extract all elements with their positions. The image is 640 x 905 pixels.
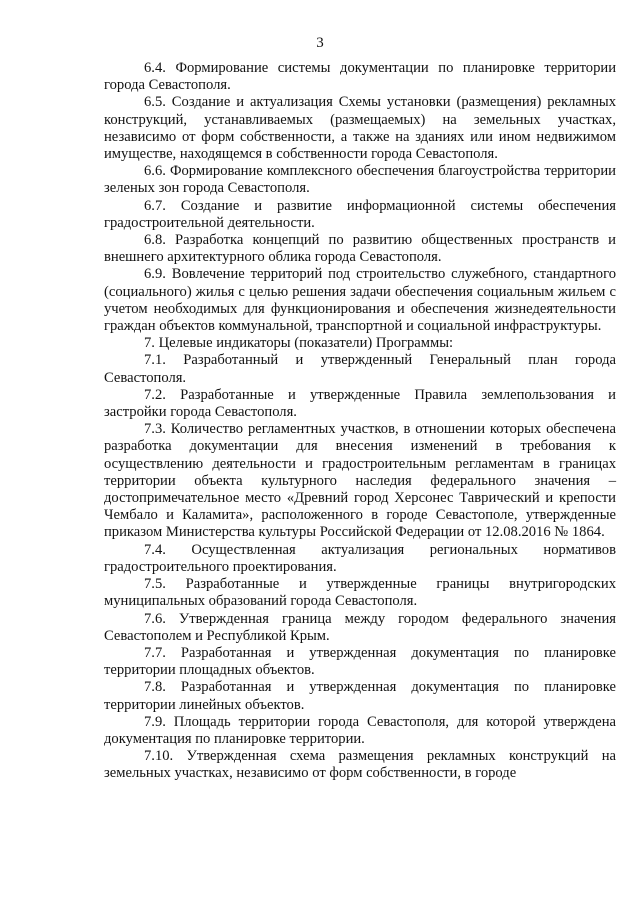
section-7-heading: 7. Целевые индикаторы (показатели) Программы: [144,335,454,352]
paragraph-6-4: 6.4. Формирование системы документации по планировке территории города Севастополя. [104,60,616,94]
page-number: 3 [316,35,324,51]
paragraph-7-8: 7.8. Разработанная и утвержденная документация по планировке территории линейных объектов. [104,679,616,713]
paragraph-7-4: 7.4. Осуществленная актуализация региональных нормативов градостроительного проектирования. [104,541,616,575]
paragraph-7-10: 7.10. Утвержденная схема размещения рекламных конструкций на земельных участках, независимо от форм собственности, в городе [104,748,616,782]
paragraph-7-6: 7.6. Утвержденная граница между городом федерального значения Севастополем и Республикой Крым. [104,610,616,644]
paragraph-7-5: 7.5. Разработанные и утвержденные границы внутригородских муниципальных образований города Севастополя. [104,576,616,610]
paragraph-6-7: 6.7. Создание и развитие информационной системы обеспечения градостроительной деятельности. [104,197,616,231]
paragraph-7-9: 7.9. Площадь территории города Севастополя, для которой утверждена документация по планировке территории. [104,713,616,747]
paragraph-7-3: 7.3. Количество регламентных участков, в отношении которых обеспечена разработка документации для внесения изменений в требования к осуществлению деятельности и градостроительным регламентам в границах территории объекта культурного наследия федерального значения – достопримечательное место «Древний город Херсонес Таврический и крепости Чембало и Каламита», расположенного в городе Севастополе, утвержденные приказом Министерства культуры Российской Федерации от 12.08.2016 № 1864. [104,421,616,541]
paragraph-7-7: 7.7. Разработанная и утвержденная документация по планировке территории площадных объектов. [104,644,616,679]
paragraph-6-6: 6.6. Формирование комплексного обеспечения благоустройства территории зеленых зон города Севастополя. [104,163,616,197]
paragraph-7-1: 7.1. Разработанный и утвержденный Генеральный план города Севастополя. [104,352,616,386]
document-body [104,60,616,783]
paragraph-6-5: 6.5. Создание и актуализация Схемы установки (размещения) рекламных конструкций, устанавливаемых (размещаемых) на земельных участках, независимо от форм собственности, а также на зданиях или ином недвижимом имуществе, находящемся в собственности города Севастополя. [104,94,616,163]
paragraph-7-2: 7.2. Разработанные и утвержденные Правила землепользования и застройки города Севастополя. [104,386,616,421]
paragraph-6-9: 6.9. Вовлечение территорий под строительство служебного, стандартного (социального) жилья с целью решения задачи обеспечения социальным жильем с учетом необходимых для функционирования и обеспечения жизнедеятельности граждан объектов коммунальной, транспортной и социальной инфраструктуры. [104,266,616,335]
paragraph-6-8: 6.8. Разработка концепций по развитию общественных пространств и внешнего архитектурного облика города Севастополя. [104,232,616,266]
